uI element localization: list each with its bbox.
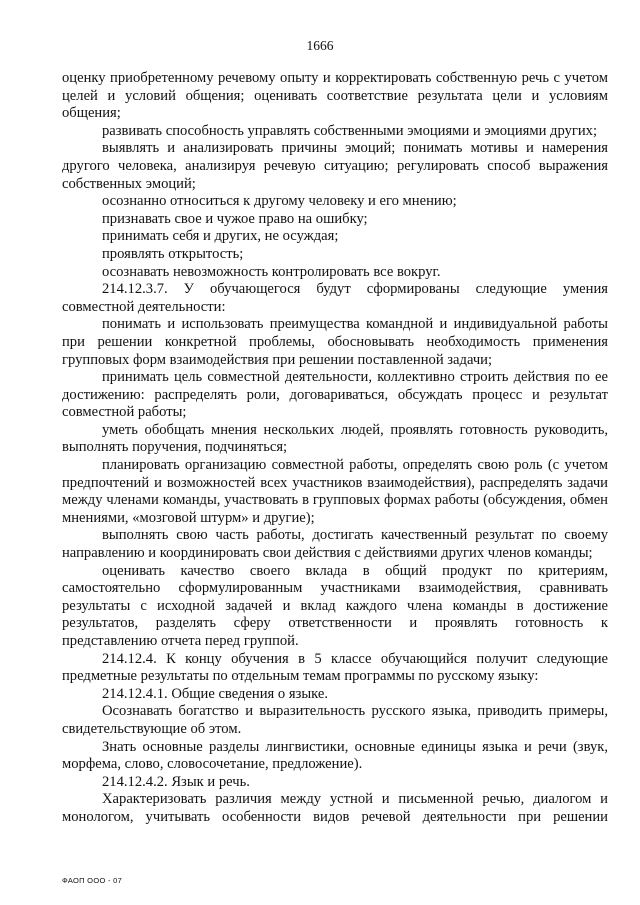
paragraph: Характеризовать различия между устной и письменной речью, диалогом и монологом, учитывать особенности видов речевой деятельности при решении [62,791,608,825]
paragraph: оценку приобретенному речевому опыту и корректировать собственную речь с учетом целей и условий общения; оценивать соответствие результата цели и условиям общения; [62,70,608,122]
paragraph: выявлять и анализировать причины эмоций; понимать мотивы и намерения другого человека, анализируя речевую ситуацию; регулировать способ выражения собственных эмоций; [62,140,608,192]
paragraph: проявлять открытость; [102,245,244,262]
page-number: 1666 [306,38,334,53]
paragraph: планировать организацию совместной работы, определять свою роль (с учетом предпочтений и возможностей всех участников взаимодействия), распределять задачи между членами команды, участвовать в групповых формах работы (обсуждения, обмен мнениями, «мозговой штурм» и другие); [62,457,608,526]
paragraph: принимать цель совместной деятельности, коллективно строить действия по ее достижению: распределять роли, договариваться, обсуждать процесс и результат совместной работы; [62,369,608,421]
paragraph: 214.12.4. К концу обучения в 5 классе обучающийся получит следующие предметные результаты по отдельным темам программы по русскому языку: [62,650,608,685]
paragraph: уметь обобщать мнения нескольких людей, проявлять готовность руководить, выполнять поручения, подчиняться; [62,421,608,456]
paragraph: 214.12.4.2. Язык и речь. [102,773,250,790]
paragraph: Осознавать богатство и выразительность русского языка, приводить примеры, свидетельствующие об этом. [62,703,608,737]
paragraph: 214.12.4.1. Общие сведения о языке. [102,685,328,702]
paragraph: признавать свое и чужое право на ошибку; [102,210,368,227]
footer-code: ФАОП ООО - 07 [62,876,123,885]
document-body [62,70,608,827]
paragraph: 214.12.3.7. У обучающегося будут сформированы следующие умения совместной деятельности: [62,281,608,315]
paragraph: развивать способность управлять собственными эмоциями и эмоциями других; [102,122,598,139]
paragraph: выполнять свою часть работы, достигать качественный результат по своему направлению и координировать свои действия с действиями других членов команды; [62,527,608,562]
paragraph: осознавать невозможность контролировать все вокруг. [102,263,441,280]
paragraph: оценивать качество своего вклада в общий продукт по критериям, самостоятельно сформулированным участниками взаимодействия, сравнивать результаты с исходной задачей и вклад каждого члена команды в достижение результатов, разделять сферу ответственности и проявлять готовность к представлению отчета перед группой. [62,562,608,649]
paragraph: принимать себя и других, не осуждая; [102,228,339,245]
paragraph: осознанно относиться к другому человеку и его мнению; [102,193,457,210]
paragraph: Знать основные разделы лингвистики, основные единицы языка и речи (звук, морфема, слово, словосочетание, предложение). [62,738,608,773]
paragraph: понимать и использовать преимущества командной и индивидуальной работы при решении конкретной проблемы, обосновывать необходимость применения групповых форм взаимодействия при решении поставленной задачи; [62,316,608,368]
